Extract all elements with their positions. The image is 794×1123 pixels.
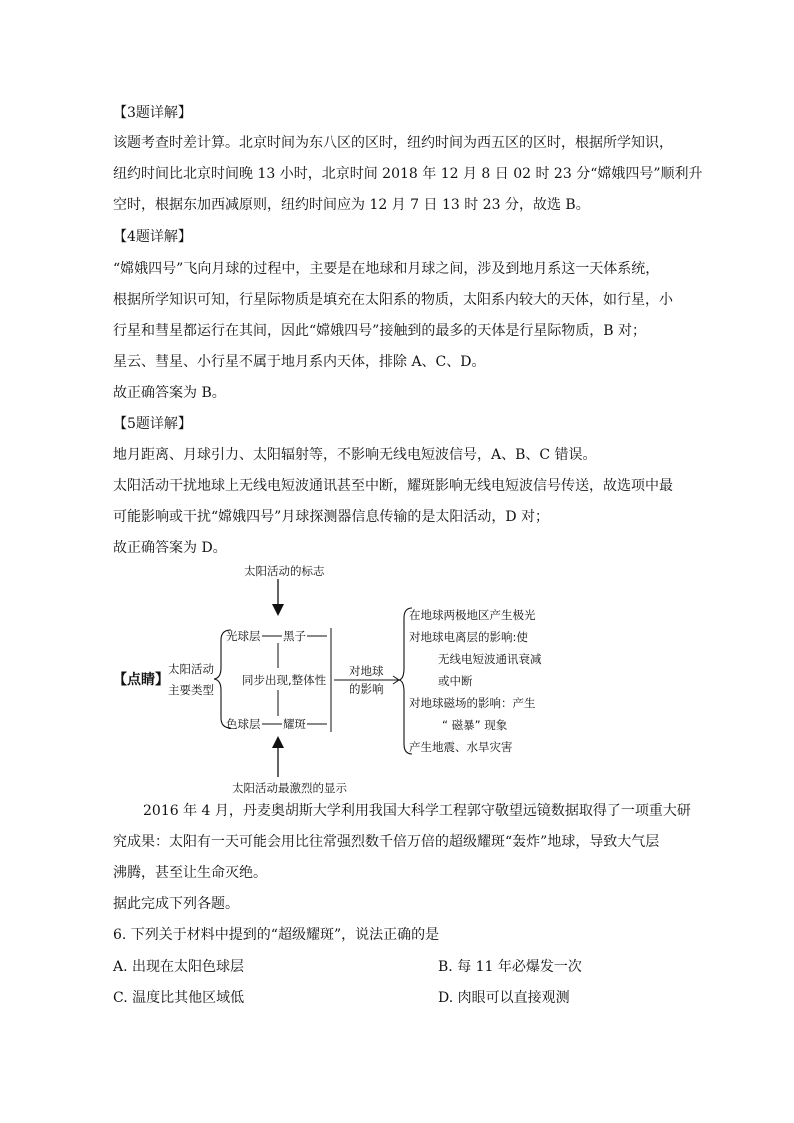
q4-line-4: 星云、彗星、小行星不属于地月系内天体，排除 A、C、D。 xyxy=(113,354,486,370)
q3-heading: 【3题详解】 xyxy=(113,105,192,121)
chromosphere-label: 色球层 xyxy=(226,717,261,731)
q4-line-5: 故正确答案为 B。 xyxy=(113,385,226,401)
effect-label-2: 的影响 xyxy=(349,682,384,696)
q4-line-2: 根据所学知识可知，行星际物质是填充在太阳系的物质，太阳系内较大的天体，如行星，小 xyxy=(113,292,673,308)
main-type-line-2: 主要类型 xyxy=(168,683,214,697)
passage-line-1: 2016 年 4 月，丹麦奥胡斯大学利用我国大科学工程郭守敬望远镜数据取得了一项重大研 xyxy=(143,803,691,819)
bottom-label: 太阳活动最激烈的显示 xyxy=(232,781,347,795)
tip-label: 【点睛】 xyxy=(113,672,169,688)
result-disasters: 产生地震、水旱灾害 xyxy=(409,740,513,754)
q5-line-4: 故正确答案为 D。 xyxy=(113,540,227,556)
effect-label-1: 对地球 xyxy=(349,664,384,678)
q3-line-1: 该题考查时差计算。北京时间为东八区的区时，纽约时间为西五区的区时，根据所学知识， xyxy=(113,135,673,151)
option-b: B. 每 11 年必爆发一次 xyxy=(438,959,582,975)
flare-label: 耀斑 xyxy=(283,717,306,731)
sync-label: 同步出现,整体性 xyxy=(242,673,327,687)
q5-heading: 【5题详解】 xyxy=(113,416,192,432)
q4-line-1: “嫦娥四号”飞向月球的过程中，主要是在地球和月球之间，涉及到地月系这一天体系统， xyxy=(113,261,660,277)
q5-line-2: 太阳活动干扰地球上无线电短波通讯甚至中断，耀斑影响无线电短波信号传送，故选项中最 xyxy=(113,478,673,494)
sunspot-label: 黑子 xyxy=(283,629,306,643)
left-brace xyxy=(214,630,231,728)
q3-line-3: 空时，根据东加西减原则，纽约时间应为 12 月 7 日 13 时 23 分，故选 B。 xyxy=(113,197,590,213)
q4-heading: 【4题详解】 xyxy=(113,229,192,245)
result-radio-decay: 无线电短波通讯衰减 xyxy=(438,652,542,666)
q3-line-2: 纽约时间比北京时间晚 13 小时，北京时间 2018 年 12 月 8 日 02 时 23 分“嫦娥四号”顺利升 xyxy=(113,166,703,182)
question-6-stem: 6. 下列关于材料中提到的“超级耀斑”，说法正确的是 xyxy=(113,927,440,943)
result-magnetic: 对地球磁场的影响：产生 xyxy=(409,696,536,710)
passage-line-4: 据此完成下列各题。 xyxy=(113,896,239,912)
q5-line-1: 地月距离、月球引力、太阳辐射等，不影响无线电短波信号，A、B、C 错误。 xyxy=(113,447,597,463)
top-label: 太阳活动的标志 xyxy=(244,564,325,578)
passage-line-2: 究成果：太阳有一天可能会用比往常强烈数千倍万倍的超级耀斑“轰炸”地球，导致大气层 xyxy=(113,834,660,850)
main-type-line-1: 太阳活动 xyxy=(168,662,214,676)
option-c: C. 温度比其他区域低 xyxy=(113,990,245,1006)
top-arrow-head xyxy=(272,604,284,616)
result-interrupt: 或中断 xyxy=(438,674,473,688)
q5-line-3: 可能影响或干扰“嫦娥四号”月球探测器信息传输的是太阳活动，D 对； xyxy=(113,509,549,525)
result-ionosphere: 对地球电离层的影响:使 xyxy=(409,630,528,644)
result-storm: “ 磁暴” 现象 xyxy=(442,718,508,732)
option-d: D. 肉眼可以直接观测 xyxy=(438,990,570,1006)
q4-line-3: 行星和彗星都运行在其间，因此“嫦娥四号”接触到的最多的天体是行星际物质，B 对； xyxy=(113,323,647,339)
option-a: A. 出现在太阳色球层 xyxy=(113,959,245,975)
result-aurora: 在地球两极地区产生极光 xyxy=(409,608,536,622)
passage-line-3: 沸腾，甚至让生命灭绝。 xyxy=(113,865,267,881)
photosphere-label: 光球层 xyxy=(226,629,261,643)
